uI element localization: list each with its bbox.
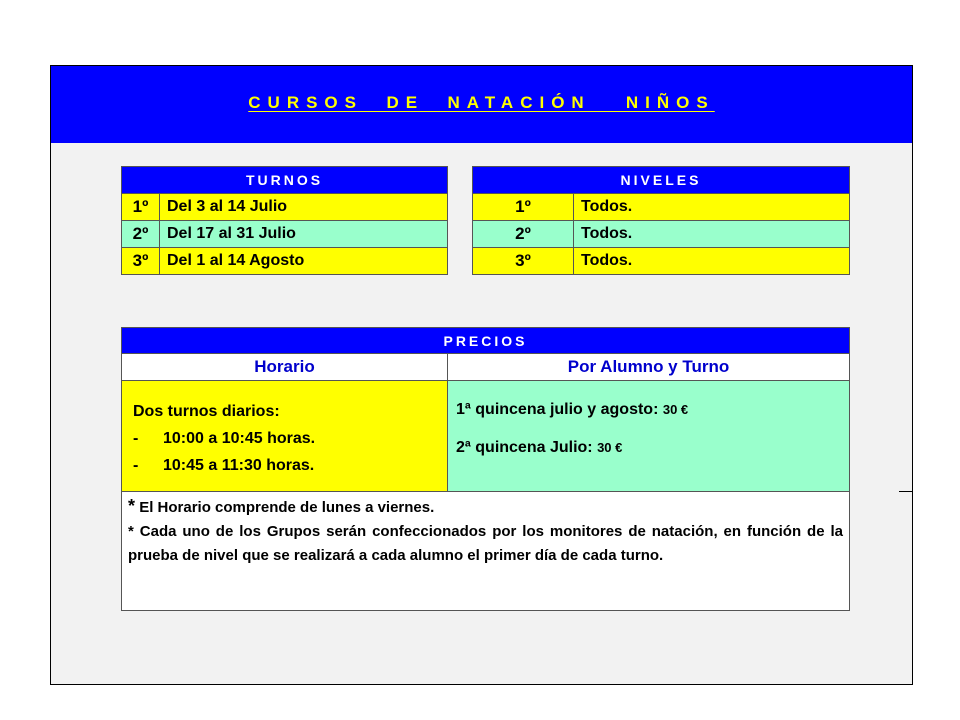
niveles-table	[472, 166, 850, 275]
turno-number: 2º	[122, 221, 160, 248]
turno-number: 3º	[122, 248, 160, 275]
turnos-table	[121, 166, 448, 275]
nivel-number: 1º	[473, 194, 574, 221]
table-row	[122, 248, 448, 275]
nivel-number: 2º	[473, 221, 574, 248]
precios-table	[121, 327, 850, 611]
notes-cell	[122, 492, 850, 611]
table-row	[122, 194, 448, 221]
table-row	[473, 194, 850, 221]
niveles-header: NIVELES	[473, 167, 850, 194]
note-item: * Cada uno de los Grupos serán confeccionados por los monitores de natación, en función de la prueba de nivel que se realizará a cada alumno el primer día de cada turno.	[128, 523, 844, 564]
table-row	[122, 492, 850, 611]
precios-column-headers	[122, 354, 850, 381]
note-text: El Horario comprende de lunes a viernes.	[139, 499, 435, 516]
table-row	[122, 221, 448, 248]
turno-dates: Del 3 al 14 Julio	[160, 194, 448, 221]
precio-value: 30 €	[662, 402, 689, 417]
nivel-number: 3º	[473, 248, 574, 275]
nivel-text: Todos.	[574, 194, 850, 221]
precio-cell	[448, 381, 850, 492]
note-text: Cada uno de los Grupos serán confeccionados por los monitores de natación, en función de la prueba de nivel que se realizará a cada alumno el primer día de cada turno.	[128, 523, 844, 564]
table-row	[473, 221, 850, 248]
horario-column-header: Horario	[122, 354, 448, 381]
turno-dates: Del 1 al 14 Agosto	[160, 248, 448, 275]
precios-header: PRECIOS	[122, 328, 850, 354]
note-item: * El Horario comprende de lunes a viernes.	[128, 496, 435, 516]
turnos-header: TURNOS	[122, 167, 448, 194]
precio-label: 2ª quincena Julio:	[456, 439, 593, 456]
list-item: - 10:45 a 11:30 horas.	[133, 457, 315, 474]
table-row	[122, 381, 850, 492]
precio-value: 30 €	[597, 440, 623, 455]
turno-number: 1º	[122, 194, 160, 221]
nivel-text: Todos.	[574, 248, 850, 275]
precio-line-1	[456, 401, 849, 419]
divider	[899, 491, 913, 492]
horario-item: 10:00 a 10:45 horas.	[163, 430, 316, 447]
horario-intro: Dos turnos diarios:	[133, 403, 280, 420]
horario-cell	[122, 381, 448, 492]
title-banner	[51, 66, 912, 143]
precio-column-header: Por Alumno y Turno	[448, 354, 850, 381]
nivel-text: Todos.	[574, 221, 850, 248]
table-row	[473, 248, 850, 275]
precio-label: 1ª quincena julio y agosto:	[456, 401, 659, 418]
precio-line-2	[456, 439, 849, 457]
turno-dates: Del 17 al 31 Julio	[160, 221, 448, 248]
list-item: - 10:00 a 10:45 horas.	[133, 430, 316, 447]
horario-item: 10:45 a 11:30 horas.	[163, 457, 315, 474]
page-title: CURSOS DE NATACIÓN NIÑOS	[248, 93, 715, 112]
